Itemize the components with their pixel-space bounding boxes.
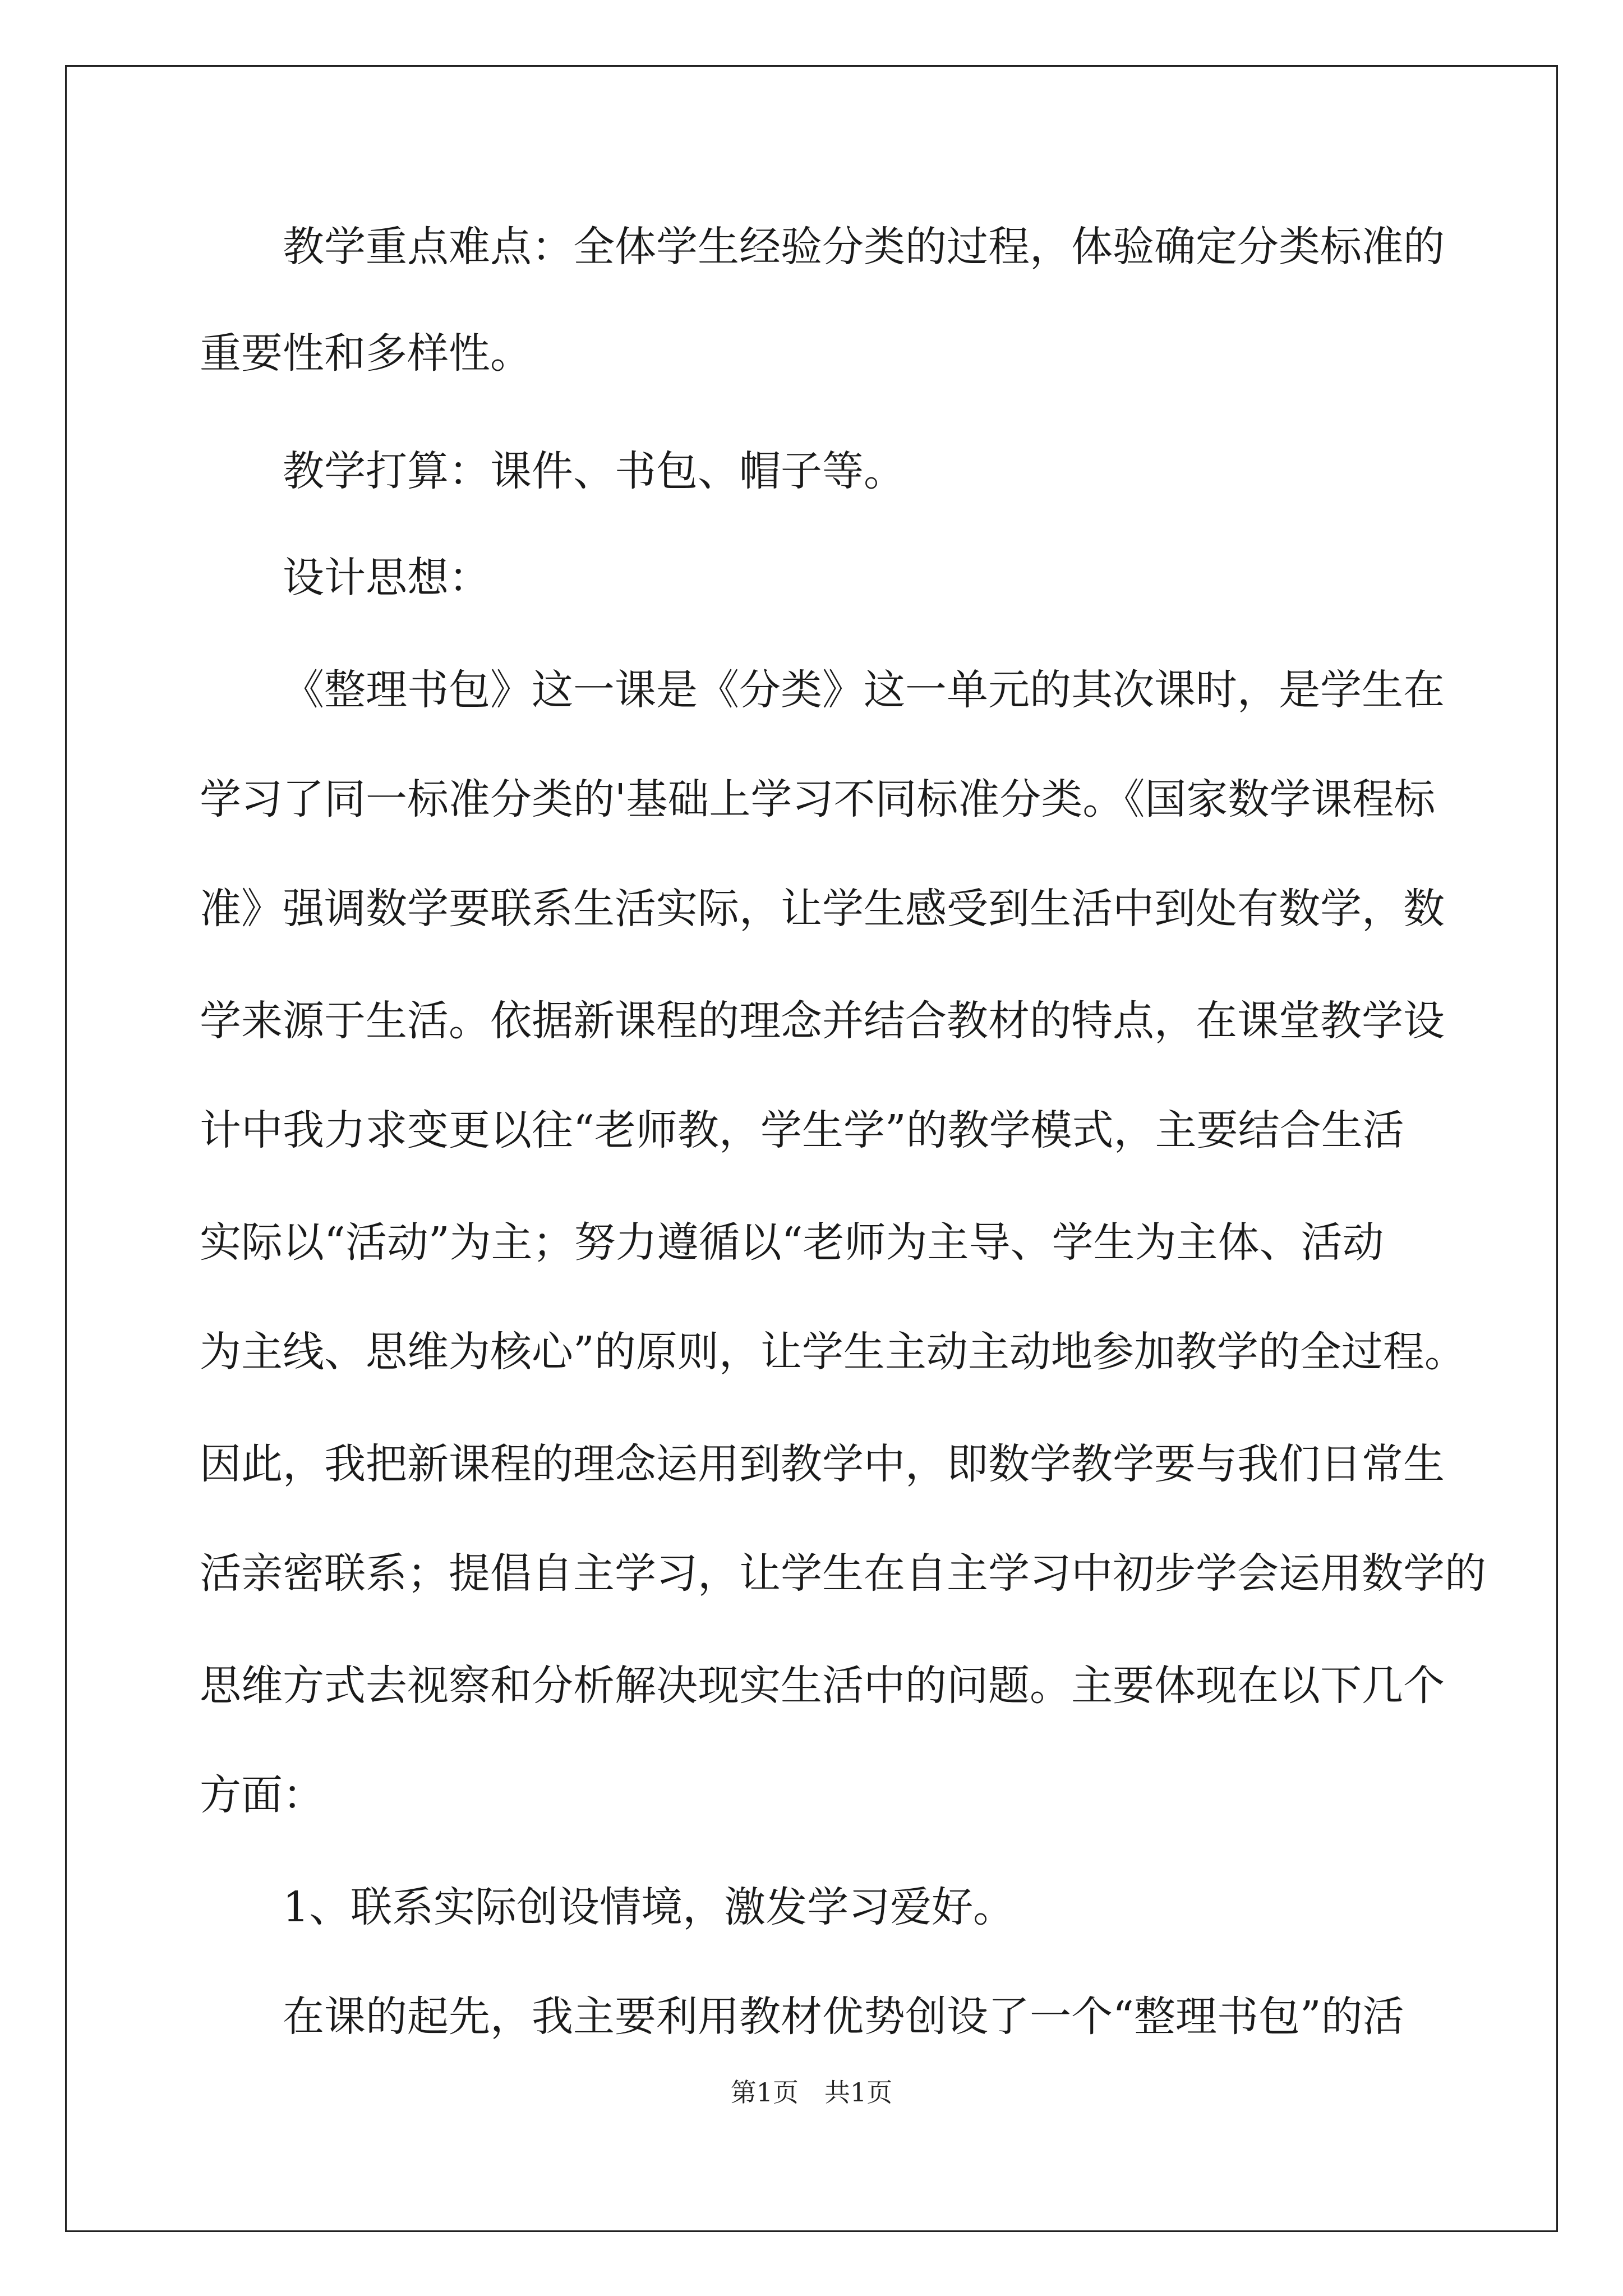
section-heading-1: 1、联系实际创设情境，激发学习爱好。 xyxy=(283,1883,1015,1931)
paragraph-design-line-1: 《整理书包》这一课是《分类》这一单元的其次课时，是学生在 xyxy=(283,666,1445,714)
paragraph-design-heading: 设计思想： xyxy=(283,554,490,602)
paragraph-design-line-3: 准》强调数学要联系生活实际，让学生感受到生活中到处有数学，数 xyxy=(200,885,1445,933)
paragraph-design-line-10: 思维方式去视察和分析解决现实生活中的问题。主要体现在以下几个 xyxy=(200,1662,1445,1710)
page-footer: 第1页 共1页 xyxy=(730,2077,893,2108)
paragraph-design-line-6: 实际以“活动”为主；努力遵循以“老师为主导、学生为主体、活动 xyxy=(200,1218,1384,1267)
paragraph-key-points-line-2: 重要性和多样性。 xyxy=(200,329,532,378)
paragraph-design-line-2: 学习了同一标准分类的'基础上学习不同标准分类。《国家数学课程标 xyxy=(200,775,1436,823)
paragraph-key-points-line-1: 教学重点难点：全体学生经验分类的过程，体验确定分类标准的 xyxy=(283,223,1445,271)
paragraph-preparation: 教学打算：课件、书包、帽子等。 xyxy=(283,447,905,495)
paragraph-section-1-line-1: 在课的起先，我主要利用教材优势创设了一个“整理书包”的活 xyxy=(283,1993,1404,2041)
paragraph-design-line-8: 因此，我把新课程的理念运用到教学中，即数学教学要与我们日常生 xyxy=(200,1440,1445,1488)
paragraph-design-line-11: 方面： xyxy=(200,1771,324,1819)
paragraph-design-line-4: 学来源于生活。依据新课程的理念并结合教材的特点，在课堂教学设 xyxy=(200,997,1445,1045)
paragraph-design-line-5: 计中我力求变更以往“老师教，学生学”的教学模式，主要结合生活 xyxy=(200,1106,1404,1154)
paragraph-design-line-7: 为主线、思维为核心”的原则，让学生主动主动地参加教学的全过程。 xyxy=(200,1328,1466,1376)
paragraph-design-line-9: 活亲密联系；提倡自主学习，让学生在自主学习中初步学会运用数学的 xyxy=(200,1549,1486,1598)
